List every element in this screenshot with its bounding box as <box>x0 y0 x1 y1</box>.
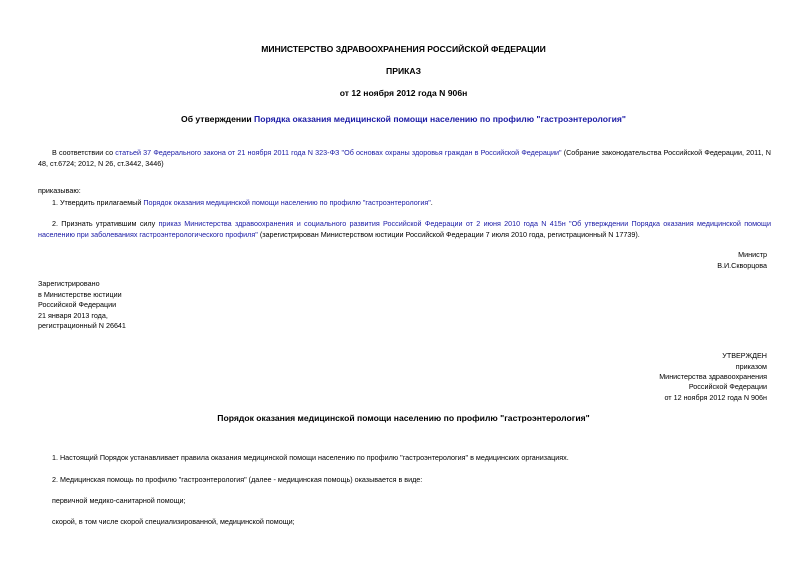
preamble-paragraph <box>38 148 771 169</box>
ministry-heading: МИНИСТЕРСТВО ЗДРАВООХРАНЕНИЯ РОССИЙСКОЙ ФЕДЕРАЦИИ <box>261 44 546 54</box>
order-item-1 <box>52 198 433 208</box>
item2-end: (зарегистрирован Министерством юстиции Российской Федерации 7 июля 2010 года, регистрационный N 17739). <box>257 229 640 239</box>
order-title <box>0 114 807 124</box>
item2-text: 2. Признать утратившим силу <box>52 219 159 228</box>
procedure-para-1: 1. Настоящий Порядок устанавливает правила оказания медицинской помощи населению по профилю "гастроэнтерология" в медицинских организациях. <box>52 453 569 462</box>
title-prefix: Об утверждении <box>181 114 255 124</box>
doc-type-heading: ПРИКАЗ <box>386 66 421 76</box>
order-item-2 <box>38 219 771 240</box>
registration-line-2: в Министерстве юстиции <box>38 290 122 299</box>
approval-line-4: Российской Федерации <box>688 382 767 391</box>
title-link[interactable]: Порядка оказания медицинской помощи населению по профилю "гастроэнтерология" <box>254 114 626 124</box>
procedure-para-3: первичной медико-санитарной помощи; <box>52 496 186 505</box>
order-date: от 12 ноября 2012 года N 906н <box>339 88 468 98</box>
registration-line-4: 21 января 2013 года, <box>38 311 108 320</box>
signature-position: Министр <box>738 250 767 259</box>
procedure-link[interactable]: Порядок оказания медицинской помощи населению по профилю "гастроэнтерология" <box>143 198 431 207</box>
law-link[interactable]: статьей 37 Федерального закона от 21 ноября 2011 года N 323-ФЗ "Об основах охраны здоровья граждан в Российской Федерации" <box>115 148 562 157</box>
approval-line-3: Министерства здравоохранения <box>659 372 767 381</box>
approval-line-5: от 12 ноября 2012 года N 906н <box>664 393 767 402</box>
registration-line-3: Российской Федерации <box>38 300 117 309</box>
procedure-title: Порядок оказания медицинской помощи населению по профилю "гастроэнтерология" <box>217 413 590 423</box>
procedure-para-4: скорой, в том числе скорой специализированной, медицинской помощи; <box>52 517 295 526</box>
signature-name: В.И.Скворцова <box>717 261 767 270</box>
preamble-text: В соответствии со <box>52 148 116 157</box>
registration-line-5: регистрационный N 26641 <box>38 321 126 330</box>
approval-line-2: приказом <box>735 362 767 371</box>
preamble-text-end: (Собрание законодательства Российской Федерации, 2011, N 48, ст.6724; 2012, N 26, ст.3442, 3446) <box>38 148 771 168</box>
registration-line-1: Зарегистрировано <box>38 279 100 288</box>
prikazyvayu-text: приказываю: <box>38 186 81 195</box>
approval-line-1: УТВЕРЖДЕН <box>722 351 767 360</box>
item1-end: . <box>430 198 433 207</box>
item1-text: 1. Утвердить прилагаемый <box>52 198 144 207</box>
procedure-para-2: 2. Медицинская помощь по профилю "гастроэнтерология" (далее - медицинская помощь) оказывается в виде: <box>52 475 423 484</box>
repealed-order-link[interactable]: приказ Министерства здравоохранения и социального развития Российской Федерации от 2 июня 2010 года N 415н "Об утверждении Порядка оказания медицинской помощи населению при заболеваниях гастроэнтерологического профиля" <box>38 219 771 239</box>
